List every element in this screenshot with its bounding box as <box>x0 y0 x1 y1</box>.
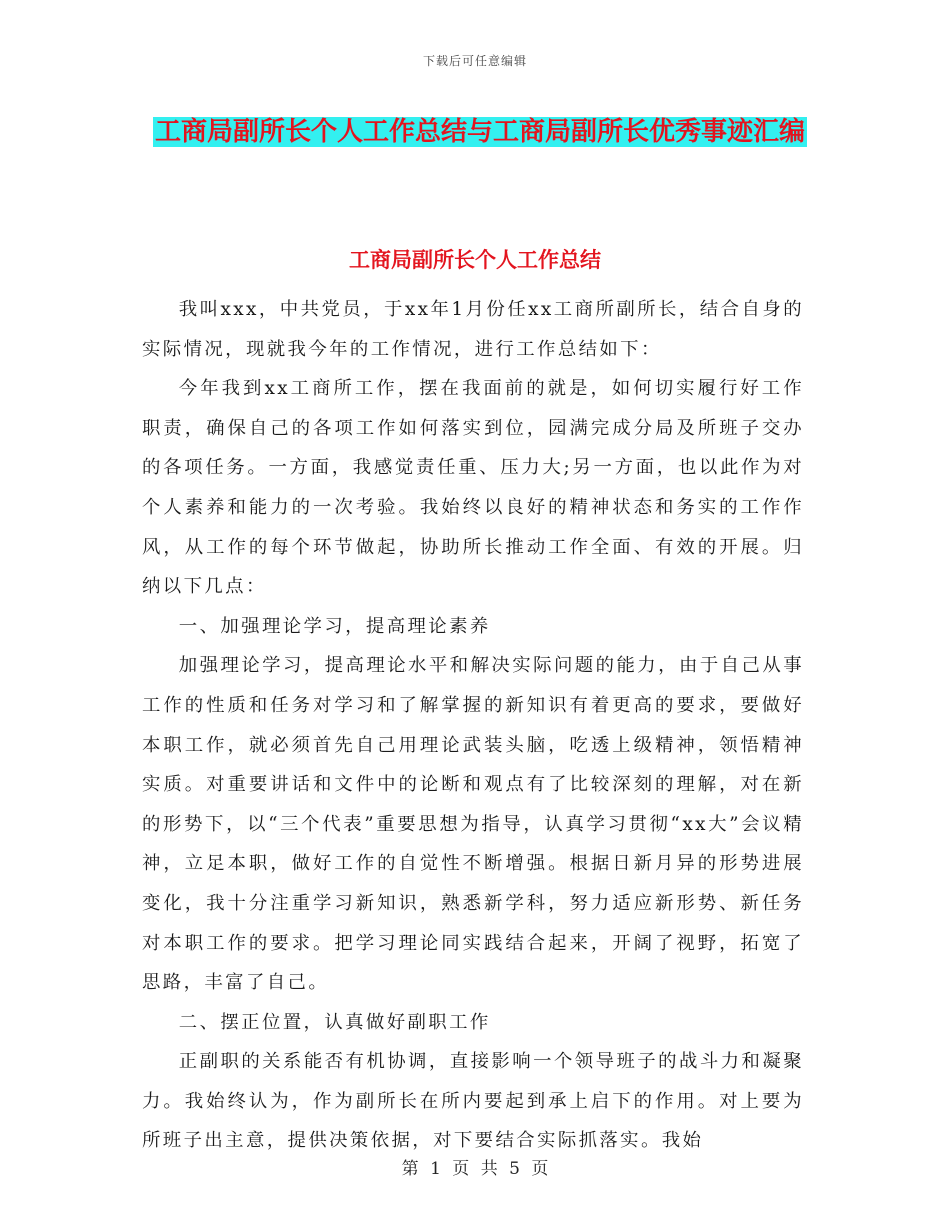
header-note: 下载后可任意编辑 <box>422 54 527 68</box>
paragraph-theory-study: 加强理论学习，提高理论水平和解决实际问题的能力，由于自己从事工作的性质和任务对学习和了解掌握的新知识有着更高的要求，要做好本职工作，就必须首先自己用理论武装头脑，吃透上级精神，领悟精神实质。对重要讲话和文件中的论断和观点有了比较深刻的理解，对在新的形势下，以“三个代表”重要思想为指导，认真学习贯彻“xx大”会议精神，立足本职，做好工作的自觉性不断增强。根据日新月异的形势进展变化，我十分注重学习新知识，熟悉新学科，努力适应新形势、新任务对本职工作的要求。把学习理论同实践结合起来，开阔了视野，拓宽了思路，丰富了自己。 <box>142 655 804 994</box>
document-title-text: 工商局副所长个人工作总结与工商局副所长优秀事迹汇编 <box>154 117 805 147</box>
document-title <box>140 110 820 154</box>
heading-deputy-role: 二、摆正位置，认真做好副职工作 <box>178 1011 491 1033</box>
heading-theory-study: 一、加强理论学习，提高理论素养 <box>178 615 491 637</box>
page-footer: 第 1 页 共 5 页 <box>401 1159 549 1179</box>
document-body <box>142 290 804 1161</box>
paragraph-overview: 今年我到xx工商所工作，摆在我面前的就是，如何切实履行好工作职责，确保自己的各项工作如何落实到位，园满完成分局及所班子交办的各项任务。一方面，我感觉责任重、压力大;另一方面，也以此作为对个人素养和能力的一次考验。我始终以良好的精神状态和务实的工作作风，从工作的每个环节做起，协助所长推动工作全面、有效的开展。归纳以下几点： <box>142 378 804 598</box>
paragraph-intro: 我叫xxx，中共党员，于xx年1月份任xx工商所副所长，结合自身的实际情况，现就我今年的工作情况，进行工作总结如下： <box>142 299 804 360</box>
paragraph-deputy-role: 正副职的关系能否有机协调，直接影响一个领导班子的战斗力和凝聚力。我始终认为，作为副所长在所内要起到承上启下的作用。对上要为所班子出主意，提供决策依据，对下要结合实际抓落实。我始 <box>142 1051 804 1152</box>
section-title: 工商局副所长个人工作总结 <box>349 248 601 272</box>
